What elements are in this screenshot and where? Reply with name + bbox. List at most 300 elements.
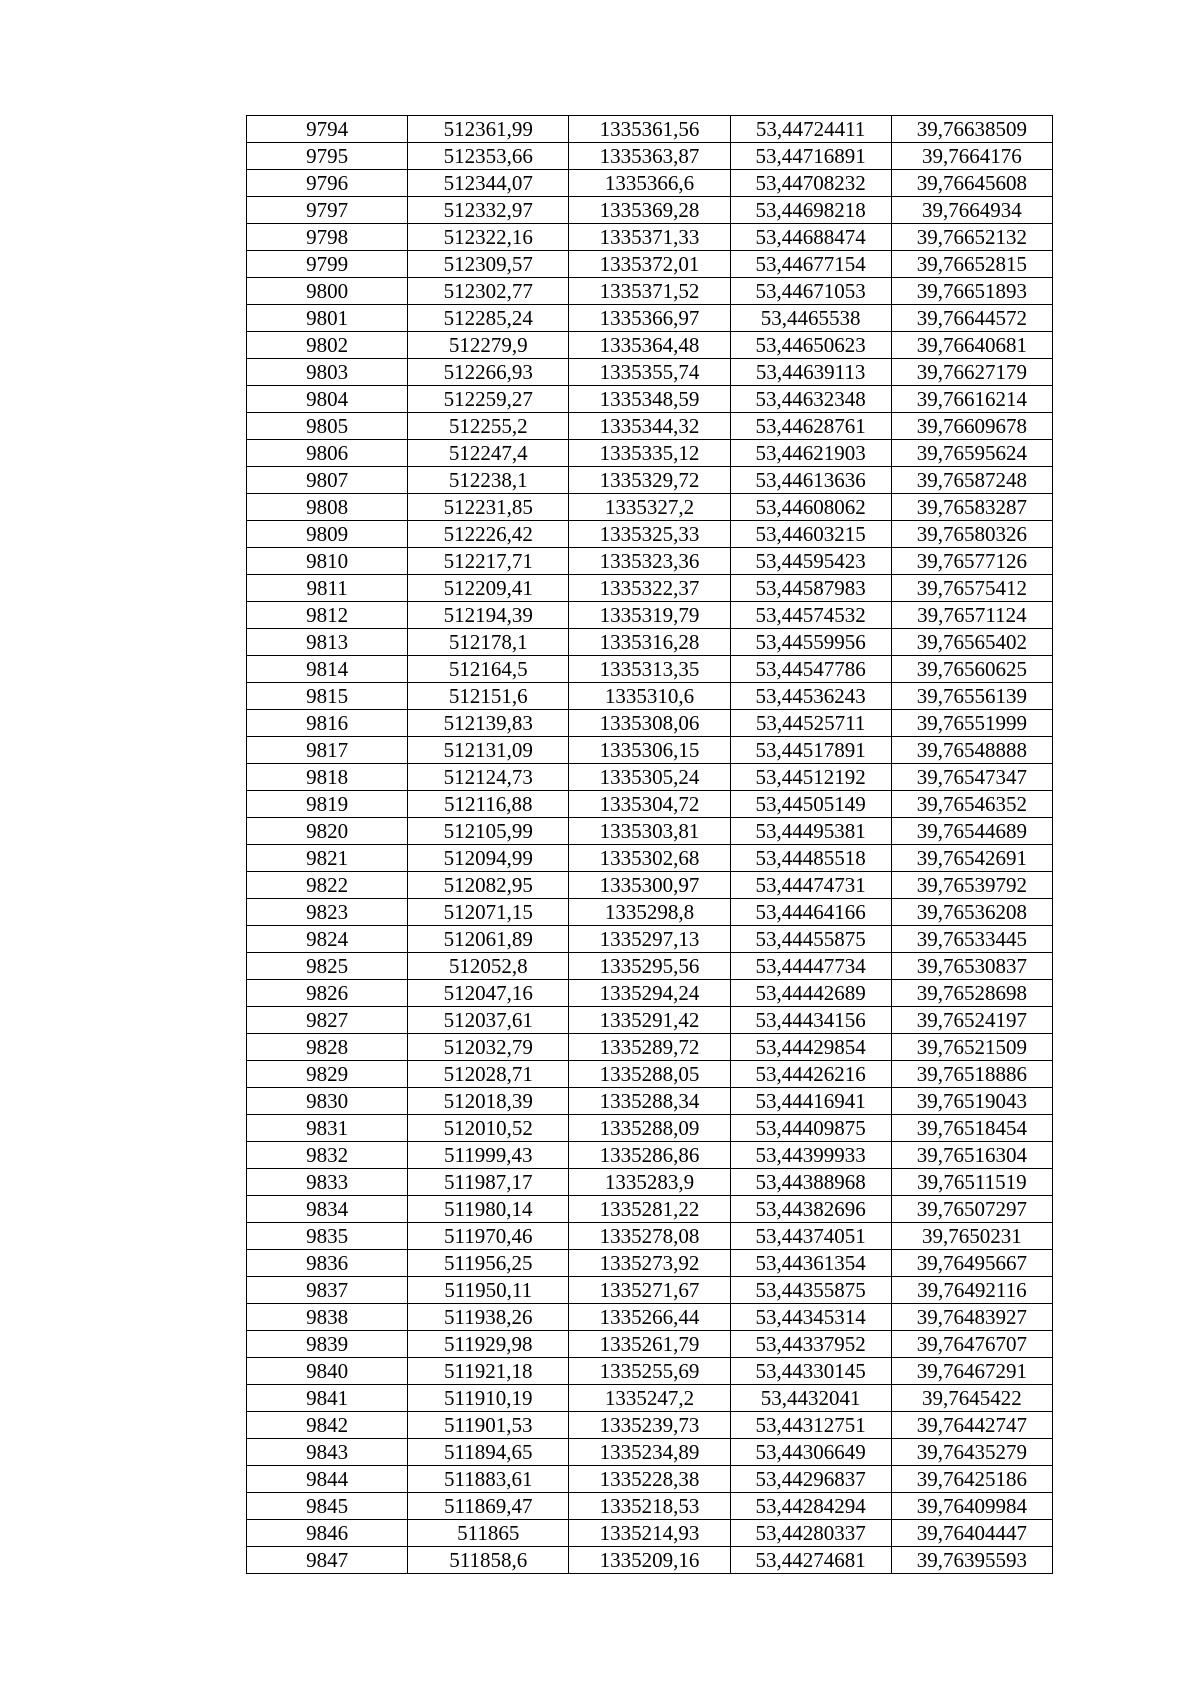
x-coordinate-cell: 512018,39 — [408, 1088, 569, 1115]
latitude-cell: 53,44374051 — [730, 1223, 891, 1250]
y-coordinate-cell: 1335366,6 — [569, 170, 730, 197]
latitude-cell: 53,44474731 — [730, 872, 891, 899]
longitude-cell: 39,76575412 — [891, 575, 1052, 602]
y-coordinate-cell: 1335363,87 — [569, 143, 730, 170]
y-coordinate-cell: 1335308,06 — [569, 710, 730, 737]
table-row — [247, 1358, 1053, 1385]
y-coordinate-cell: 1335218,53 — [569, 1493, 730, 1520]
longitude-cell: 39,76548888 — [891, 737, 1052, 764]
point-number-cell: 9797 — [247, 197, 408, 224]
point-number-cell: 9825 — [247, 953, 408, 980]
y-coordinate-cell: 1335304,72 — [569, 791, 730, 818]
latitude-cell: 53,44485518 — [730, 845, 891, 872]
latitude-cell: 53,44525711 — [730, 710, 891, 737]
point-number-cell: 9831 — [247, 1115, 408, 1142]
latitude-cell: 53,44517891 — [730, 737, 891, 764]
longitude-cell: 39,76536208 — [891, 899, 1052, 926]
latitude-cell: 53,44632348 — [730, 386, 891, 413]
x-coordinate-cell: 512116,88 — [408, 791, 569, 818]
longitude-cell: 39,76640681 — [891, 332, 1052, 359]
y-coordinate-cell: 1335325,33 — [569, 521, 730, 548]
longitude-cell: 39,76476707 — [891, 1331, 1052, 1358]
y-coordinate-cell: 1335288,05 — [569, 1061, 730, 1088]
y-coordinate-cell: 1335313,35 — [569, 656, 730, 683]
latitude-cell: 53,44416941 — [730, 1088, 891, 1115]
y-coordinate-cell: 1335316,28 — [569, 629, 730, 656]
table-row — [247, 278, 1053, 305]
latitude-cell: 53,44382696 — [730, 1196, 891, 1223]
longitude-cell: 39,76544689 — [891, 818, 1052, 845]
y-coordinate-cell: 1335300,97 — [569, 872, 730, 899]
point-number-cell: 9832 — [247, 1142, 408, 1169]
y-coordinate-cell: 1335319,79 — [569, 602, 730, 629]
longitude-cell: 39,76507297 — [891, 1196, 1052, 1223]
table-row — [247, 494, 1053, 521]
y-coordinate-cell: 1335283,9 — [569, 1169, 730, 1196]
latitude-cell: 53,44495381 — [730, 818, 891, 845]
x-coordinate-cell: 512332,97 — [408, 197, 569, 224]
x-coordinate-cell: 512285,24 — [408, 305, 569, 332]
x-coordinate-cell: 512139,83 — [408, 710, 569, 737]
longitude-cell: 39,76560625 — [891, 656, 1052, 683]
latitude-cell: 53,44559956 — [730, 629, 891, 656]
latitude-cell: 53,44355875 — [730, 1277, 891, 1304]
y-coordinate-cell: 1335364,48 — [569, 332, 730, 359]
latitude-cell: 53,44639113 — [730, 359, 891, 386]
point-number-cell: 9822 — [247, 872, 408, 899]
x-coordinate-cell: 512247,4 — [408, 440, 569, 467]
coordinates-table — [246, 115, 1053, 1574]
x-coordinate-cell: 512209,41 — [408, 575, 569, 602]
x-coordinate-cell: 511869,47 — [408, 1493, 569, 1520]
longitude-cell: 39,76528698 — [891, 980, 1052, 1007]
latitude-cell: 53,44434156 — [730, 1007, 891, 1034]
table-row — [247, 1250, 1053, 1277]
longitude-cell: 39,76609678 — [891, 413, 1052, 440]
latitude-cell: 53,44724411 — [730, 116, 891, 143]
x-coordinate-cell: 511929,98 — [408, 1331, 569, 1358]
latitude-cell: 53,44512192 — [730, 764, 891, 791]
table-row — [247, 1466, 1053, 1493]
x-coordinate-cell: 512131,09 — [408, 737, 569, 764]
longitude-cell: 39,76409984 — [891, 1493, 1052, 1520]
point-number-cell: 9808 — [247, 494, 408, 521]
table-row — [247, 1088, 1053, 1115]
point-number-cell: 9837 — [247, 1277, 408, 1304]
longitude-cell: 39,76511519 — [891, 1169, 1052, 1196]
point-number-cell: 9841 — [247, 1385, 408, 1412]
x-coordinate-cell: 512302,77 — [408, 278, 569, 305]
x-coordinate-cell: 512353,66 — [408, 143, 569, 170]
table-row — [247, 224, 1053, 251]
latitude-cell: 53,44603215 — [730, 521, 891, 548]
latitude-cell: 53,44613636 — [730, 467, 891, 494]
table-row — [247, 656, 1053, 683]
y-coordinate-cell: 1335335,12 — [569, 440, 730, 467]
y-coordinate-cell: 1335306,15 — [569, 737, 730, 764]
table-row — [247, 305, 1053, 332]
x-coordinate-cell: 512194,39 — [408, 602, 569, 629]
x-coordinate-cell: 512309,57 — [408, 251, 569, 278]
longitude-cell: 39,76595624 — [891, 440, 1052, 467]
longitude-cell: 39,76556139 — [891, 683, 1052, 710]
x-coordinate-cell: 511999,43 — [408, 1142, 569, 1169]
point-number-cell: 9818 — [247, 764, 408, 791]
x-coordinate-cell: 511921,18 — [408, 1358, 569, 1385]
point-number-cell: 9834 — [247, 1196, 408, 1223]
x-coordinate-cell: 512052,8 — [408, 953, 569, 980]
longitude-cell: 39,7650231 — [891, 1223, 1052, 1250]
table-row — [247, 413, 1053, 440]
longitude-cell: 39,76495667 — [891, 1250, 1052, 1277]
point-number-cell: 9806 — [247, 440, 408, 467]
table-row — [247, 386, 1053, 413]
longitude-cell: 39,7664176 — [891, 143, 1052, 170]
point-number-cell: 9815 — [247, 683, 408, 710]
latitude-cell: 53,44361354 — [730, 1250, 891, 1277]
point-number-cell: 9830 — [247, 1088, 408, 1115]
point-number-cell: 9819 — [247, 791, 408, 818]
latitude-cell: 53,44296837 — [730, 1466, 891, 1493]
longitude-cell: 39,76583287 — [891, 494, 1052, 521]
table-row — [247, 602, 1053, 629]
latitude-cell: 53,44536243 — [730, 683, 891, 710]
x-coordinate-cell: 512259,27 — [408, 386, 569, 413]
longitude-cell: 39,76547347 — [891, 764, 1052, 791]
longitude-cell: 39,76616214 — [891, 386, 1052, 413]
latitude-cell: 53,44716891 — [730, 143, 891, 170]
x-coordinate-cell: 512105,99 — [408, 818, 569, 845]
y-coordinate-cell: 1335261,79 — [569, 1331, 730, 1358]
table-row — [247, 980, 1053, 1007]
latitude-cell: 53,44280337 — [730, 1520, 891, 1547]
x-coordinate-cell: 511894,65 — [408, 1439, 569, 1466]
y-coordinate-cell: 1335371,52 — [569, 278, 730, 305]
x-coordinate-cell: 511987,17 — [408, 1169, 569, 1196]
y-coordinate-cell: 1335278,08 — [569, 1223, 730, 1250]
y-coordinate-cell: 1335355,74 — [569, 359, 730, 386]
latitude-cell: 53,44595423 — [730, 548, 891, 575]
longitude-cell: 39,76652132 — [891, 224, 1052, 251]
x-coordinate-cell: 511883,61 — [408, 1466, 569, 1493]
latitude-cell: 53,44399933 — [730, 1142, 891, 1169]
x-coordinate-cell: 512266,93 — [408, 359, 569, 386]
table-row — [247, 521, 1053, 548]
point-number-cell: 9812 — [247, 602, 408, 629]
x-coordinate-cell: 512238,1 — [408, 467, 569, 494]
point-number-cell: 9800 — [247, 278, 408, 305]
longitude-cell: 39,76651893 — [891, 278, 1052, 305]
table-row — [247, 116, 1053, 143]
point-number-cell: 9842 — [247, 1412, 408, 1439]
x-coordinate-cell: 512124,73 — [408, 764, 569, 791]
table-row — [247, 953, 1053, 980]
latitude-cell: 53,44429854 — [730, 1034, 891, 1061]
table-row — [247, 332, 1053, 359]
x-coordinate-cell: 512178,1 — [408, 629, 569, 656]
y-coordinate-cell: 1335297,13 — [569, 926, 730, 953]
y-coordinate-cell: 1335239,73 — [569, 1412, 730, 1439]
y-coordinate-cell: 1335214,93 — [569, 1520, 730, 1547]
y-coordinate-cell: 1335295,56 — [569, 953, 730, 980]
longitude-cell: 39,76652815 — [891, 251, 1052, 278]
x-coordinate-cell: 512231,85 — [408, 494, 569, 521]
table-row — [247, 1385, 1053, 1412]
x-coordinate-cell: 512344,07 — [408, 170, 569, 197]
latitude-cell: 53,44688474 — [730, 224, 891, 251]
longitude-cell: 39,76644572 — [891, 305, 1052, 332]
table-row — [247, 764, 1053, 791]
x-coordinate-cell: 512037,61 — [408, 1007, 569, 1034]
x-coordinate-cell: 512151,6 — [408, 683, 569, 710]
point-number-cell: 9844 — [247, 1466, 408, 1493]
latitude-cell: 53,44708232 — [730, 170, 891, 197]
table-row — [247, 1412, 1053, 1439]
point-number-cell: 9829 — [247, 1061, 408, 1088]
longitude-cell: 39,7664934 — [891, 197, 1052, 224]
latitude-cell: 53,44345314 — [730, 1304, 891, 1331]
x-coordinate-cell: 512047,16 — [408, 980, 569, 1007]
y-coordinate-cell: 1335291,42 — [569, 1007, 730, 1034]
latitude-cell: 53,44455875 — [730, 926, 891, 953]
x-coordinate-cell: 511910,19 — [408, 1385, 569, 1412]
point-number-cell: 9816 — [247, 710, 408, 737]
table-row — [247, 1493, 1053, 1520]
point-number-cell: 9840 — [247, 1358, 408, 1385]
y-coordinate-cell: 1335327,2 — [569, 494, 730, 521]
x-coordinate-cell: 511858,6 — [408, 1547, 569, 1574]
x-coordinate-cell: 511901,53 — [408, 1412, 569, 1439]
longitude-cell: 39,76551999 — [891, 710, 1052, 737]
longitude-cell: 39,76539792 — [891, 872, 1052, 899]
y-coordinate-cell: 1335344,32 — [569, 413, 730, 440]
y-coordinate-cell: 1335348,59 — [569, 386, 730, 413]
y-coordinate-cell: 1335371,33 — [569, 224, 730, 251]
point-number-cell: 9796 — [247, 170, 408, 197]
point-number-cell: 9839 — [247, 1331, 408, 1358]
table-row — [247, 737, 1053, 764]
point-number-cell: 9813 — [247, 629, 408, 656]
latitude-cell: 53,44306649 — [730, 1439, 891, 1466]
longitude-cell: 39,76577126 — [891, 548, 1052, 575]
y-coordinate-cell: 1335329,72 — [569, 467, 730, 494]
latitude-cell: 53,44426216 — [730, 1061, 891, 1088]
table-row — [247, 845, 1053, 872]
y-coordinate-cell: 1335281,22 — [569, 1196, 730, 1223]
latitude-cell: 53,44587983 — [730, 575, 891, 602]
latitude-cell: 53,44628761 — [730, 413, 891, 440]
latitude-cell: 53,44464166 — [730, 899, 891, 926]
y-coordinate-cell: 1335286,86 — [569, 1142, 730, 1169]
table-row — [247, 1034, 1053, 1061]
y-coordinate-cell: 1335273,92 — [569, 1250, 730, 1277]
longitude-cell: 39,76442747 — [891, 1412, 1052, 1439]
x-coordinate-cell: 511950,11 — [408, 1277, 569, 1304]
table-row — [247, 359, 1053, 386]
latitude-cell: 53,44671053 — [730, 278, 891, 305]
longitude-cell: 39,76518454 — [891, 1115, 1052, 1142]
point-number-cell: 9802 — [247, 332, 408, 359]
point-number-cell: 9820 — [247, 818, 408, 845]
y-coordinate-cell: 1335228,38 — [569, 1466, 730, 1493]
x-coordinate-cell: 512082,95 — [408, 872, 569, 899]
longitude-cell: 39,76533445 — [891, 926, 1052, 953]
latitude-cell: 53,44409875 — [730, 1115, 891, 1142]
point-number-cell: 9821 — [247, 845, 408, 872]
y-coordinate-cell: 1335234,89 — [569, 1439, 730, 1466]
table-row — [247, 872, 1053, 899]
table-row — [247, 926, 1053, 953]
point-number-cell: 9795 — [247, 143, 408, 170]
y-coordinate-cell: 1335323,36 — [569, 548, 730, 575]
table-row — [247, 170, 1053, 197]
table-row — [247, 197, 1053, 224]
point-number-cell: 9814 — [247, 656, 408, 683]
x-coordinate-cell: 512061,89 — [408, 926, 569, 953]
latitude-cell: 53,44274681 — [730, 1547, 891, 1574]
longitude-cell: 39,76587248 — [891, 467, 1052, 494]
y-coordinate-cell: 1335361,56 — [569, 116, 730, 143]
table-row — [247, 143, 1053, 170]
point-number-cell: 9836 — [247, 1250, 408, 1277]
longitude-cell: 39,76467291 — [891, 1358, 1052, 1385]
table-row — [247, 251, 1053, 278]
latitude-cell: 53,44330145 — [730, 1358, 891, 1385]
table-row — [247, 1223, 1053, 1250]
longitude-cell: 39,76435279 — [891, 1439, 1052, 1466]
table-row — [247, 1331, 1053, 1358]
point-number-cell: 9799 — [247, 251, 408, 278]
x-coordinate-cell: 512010,52 — [408, 1115, 569, 1142]
longitude-cell: 39,76492116 — [891, 1277, 1052, 1304]
y-coordinate-cell: 1335289,72 — [569, 1034, 730, 1061]
table-row — [247, 1007, 1053, 1034]
table-row — [247, 548, 1053, 575]
y-coordinate-cell: 1335266,44 — [569, 1304, 730, 1331]
table-row — [247, 1142, 1053, 1169]
y-coordinate-cell: 1335209,16 — [569, 1547, 730, 1574]
x-coordinate-cell: 512279,9 — [408, 332, 569, 359]
table-row — [247, 683, 1053, 710]
table-row — [247, 1115, 1053, 1142]
table-row — [247, 1196, 1053, 1223]
point-number-cell: 9804 — [247, 386, 408, 413]
latitude-cell: 53,4432041 — [730, 1385, 891, 1412]
point-number-cell: 9817 — [247, 737, 408, 764]
latitude-cell: 53,44608062 — [730, 494, 891, 521]
y-coordinate-cell: 1335294,24 — [569, 980, 730, 1007]
point-number-cell: 9810 — [247, 548, 408, 575]
x-coordinate-cell: 512028,71 — [408, 1061, 569, 1088]
table-row — [247, 818, 1053, 845]
x-coordinate-cell: 512255,2 — [408, 413, 569, 440]
latitude-cell: 53,4465538 — [730, 305, 891, 332]
latitude-cell: 53,44337952 — [730, 1331, 891, 1358]
longitude-cell: 39,76546352 — [891, 791, 1052, 818]
table-row — [247, 1520, 1053, 1547]
longitude-cell: 39,76571124 — [891, 602, 1052, 629]
longitude-cell: 39,76638509 — [891, 116, 1052, 143]
x-coordinate-cell: 511970,46 — [408, 1223, 569, 1250]
x-coordinate-cell: 511865 — [408, 1520, 569, 1547]
y-coordinate-cell: 1335255,69 — [569, 1358, 730, 1385]
table-row — [247, 899, 1053, 926]
point-number-cell: 9826 — [247, 980, 408, 1007]
longitude-cell: 39,76516304 — [891, 1142, 1052, 1169]
point-number-cell: 9824 — [247, 926, 408, 953]
latitude-cell: 53,44698218 — [730, 197, 891, 224]
longitude-cell: 39,76519043 — [891, 1088, 1052, 1115]
table-row — [247, 791, 1053, 818]
latitude-cell: 53,44312751 — [730, 1412, 891, 1439]
x-coordinate-cell: 511938,26 — [408, 1304, 569, 1331]
point-number-cell: 9828 — [247, 1034, 408, 1061]
table-row — [247, 1304, 1053, 1331]
y-coordinate-cell: 1335372,01 — [569, 251, 730, 278]
x-coordinate-cell: 512071,15 — [408, 899, 569, 926]
longitude-cell: 39,76518886 — [891, 1061, 1052, 1088]
table-row — [247, 629, 1053, 656]
point-number-cell: 9835 — [247, 1223, 408, 1250]
longitude-cell: 39,76565402 — [891, 629, 1052, 656]
longitude-cell: 39,76580326 — [891, 521, 1052, 548]
table-row — [247, 1439, 1053, 1466]
point-number-cell: 9846 — [247, 1520, 408, 1547]
point-number-cell: 9803 — [247, 359, 408, 386]
longitude-cell: 39,76483927 — [891, 1304, 1052, 1331]
point-number-cell: 9827 — [247, 1007, 408, 1034]
y-coordinate-cell: 1335288,09 — [569, 1115, 730, 1142]
y-coordinate-cell: 1335303,81 — [569, 818, 730, 845]
latitude-cell: 53,44447734 — [730, 953, 891, 980]
x-coordinate-cell: 512164,5 — [408, 656, 569, 683]
x-coordinate-cell: 511980,14 — [408, 1196, 569, 1223]
x-coordinate-cell: 512322,16 — [408, 224, 569, 251]
y-coordinate-cell: 1335271,67 — [569, 1277, 730, 1304]
table-row — [247, 710, 1053, 737]
latitude-cell: 53,44388968 — [730, 1169, 891, 1196]
point-number-cell: 9798 — [247, 224, 408, 251]
table-row — [247, 467, 1053, 494]
point-number-cell: 9794 — [247, 116, 408, 143]
point-number-cell: 9823 — [247, 899, 408, 926]
table-row — [247, 1061, 1053, 1088]
longitude-cell: 39,76645608 — [891, 170, 1052, 197]
x-coordinate-cell: 512226,42 — [408, 521, 569, 548]
table-row — [247, 1277, 1053, 1304]
x-coordinate-cell: 512217,71 — [408, 548, 569, 575]
point-number-cell: 9809 — [247, 521, 408, 548]
y-coordinate-cell: 1335366,97 — [569, 305, 730, 332]
longitude-cell: 39,7645422 — [891, 1385, 1052, 1412]
point-number-cell: 9807 — [247, 467, 408, 494]
latitude-cell: 53,44650623 — [730, 332, 891, 359]
point-number-cell: 9838 — [247, 1304, 408, 1331]
x-coordinate-cell: 512032,79 — [408, 1034, 569, 1061]
point-number-cell: 9833 — [247, 1169, 408, 1196]
x-coordinate-cell: 512361,99 — [408, 116, 569, 143]
latitude-cell: 53,44284294 — [730, 1493, 891, 1520]
latitude-cell: 53,44621903 — [730, 440, 891, 467]
longitude-cell: 39,76524197 — [891, 1007, 1052, 1034]
latitude-cell: 53,44442689 — [730, 980, 891, 1007]
longitude-cell: 39,76521509 — [891, 1034, 1052, 1061]
y-coordinate-cell: 1335302,68 — [569, 845, 730, 872]
y-coordinate-cell: 1335322,37 — [569, 575, 730, 602]
longitude-cell: 39,76425186 — [891, 1466, 1052, 1493]
longitude-cell: 39,76530837 — [891, 953, 1052, 980]
y-coordinate-cell: 1335369,28 — [569, 197, 730, 224]
